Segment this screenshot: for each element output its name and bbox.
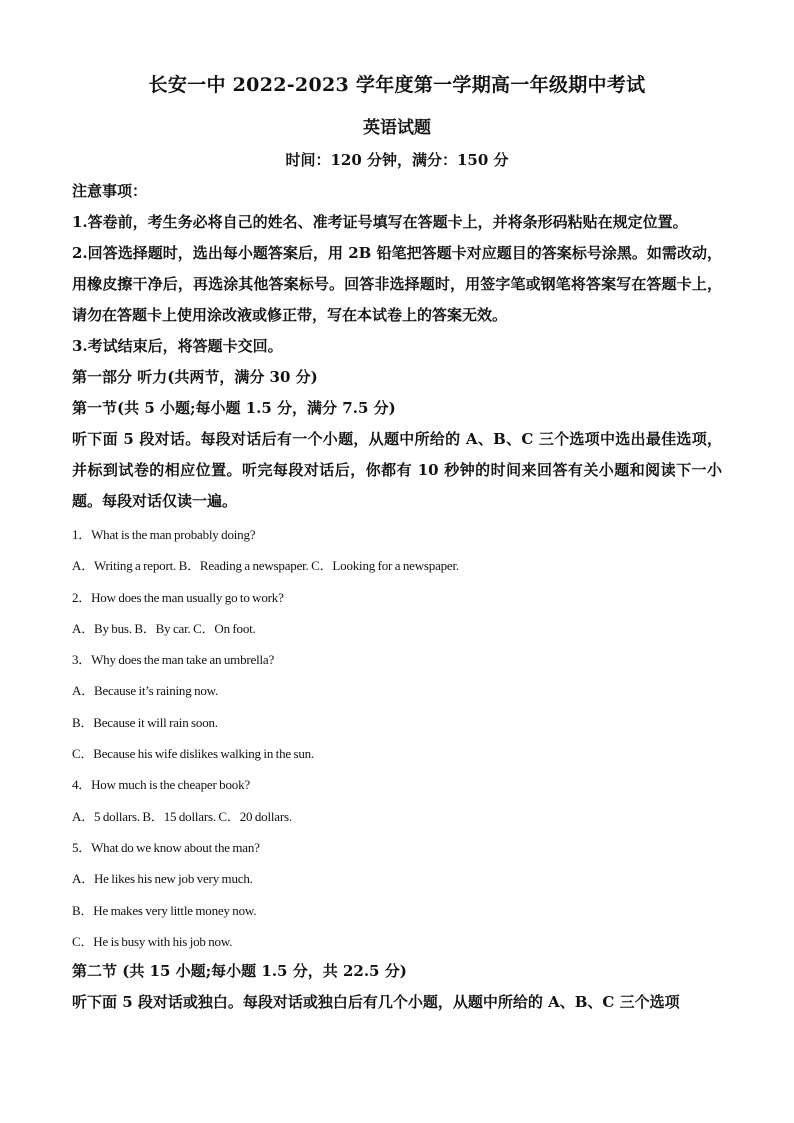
question-3-option-b: B．Because it will rain soon. — [72, 714, 218, 730]
section1-instructions: 听下面 5 段对话。每段对话后有一个小题，从题中所给的 A、B、C 三个选项中选出最佳选项，并标到试卷的相应位置。听完每段对话后，你都有 10 秒钟的时间来回答有关小题和阅读下一小题。每段对话仅读一遍。 — [72, 430, 722, 510]
section2-instructions: 听下面 5 段对话或独白。每段对话或独白后有几个小题，从题中所给的 A、B、C 三个选项 — [72, 993, 680, 1011]
part1-heading: 第一部分 听力(共两节，满分 30 分) — [72, 368, 318, 386]
question-3-option-c: C．Because his wife dislikes walking in the sun. — [72, 746, 315, 762]
note-item-3: 3.考试结束后，将答题卡交回。 — [72, 337, 283, 355]
question-2-options: A．By bus. B．By car. C．On foot. — [72, 620, 256, 636]
question-4-options: A．5 dollars. B．15 dollars. C．20 dollars. — [72, 808, 292, 824]
question-4: 4．How much is the cheaper book? — [72, 777, 250, 793]
exam-time-info: 时间：120 分钟，满分：150 分 — [285, 151, 509, 169]
question-3-option-a: A．Because it’s raining now. — [72, 683, 219, 699]
section2 — [72, 956, 722, 1018]
section2-heading: 第二节 (共 15 小题;每小题 1.5 分，共 22.5 分) — [72, 962, 407, 980]
question-3: 3．Why does the man take an umbrella? — [72, 652, 275, 668]
exam-subject: 英语试题 — [363, 118, 431, 138]
question-5: 5．What do we know about the man? — [72, 839, 260, 855]
notes-heading: 注意事项： — [72, 182, 148, 200]
question-5-option-a: A．He likes his new job very much. — [72, 871, 253, 887]
questions-list — [72, 519, 722, 957]
question-1: 1．What is the man probably doing? — [72, 527, 256, 542]
note-item-1: 1.答卷前，考生务必将自己的姓名、准考证号填写在答题卡上，并将条形码粘贴在规定位置。 — [72, 213, 688, 231]
question-5-option-b: B．He makes very little money now. — [72, 902, 257, 918]
question-1-options: A．Writing a report. B．Reading a newspaper. C．Looking for a newspaper. — [72, 558, 459, 574]
question-2: 2．How does the man usually go to work? — [72, 589, 284, 605]
note-item-2: 2.回答选择题时，选出每小题答案后，用 2B 铅笔把答题卡对应题目的答案标号涂黑。如需改动，用橡皮擦干净后，再选涂其他答案标号。回答非选择题时，用签字笔或钢笔将答案写在答题卡上，请勿在答题卡上使用涂改液或修正带，写在本试卷上的答案无效。 — [72, 244, 722, 324]
section1-heading: 第一节(共 5 小题;每小题 1.5 分，满分 7.5 分) — [72, 399, 396, 417]
notes-section — [72, 176, 722, 517]
exam-title: 长安一中 2022-2023 学年度第一学期高一年级期中考试 — [148, 74, 646, 96]
question-5-option-c: C．He is busy with his job now. — [72, 933, 233, 949]
